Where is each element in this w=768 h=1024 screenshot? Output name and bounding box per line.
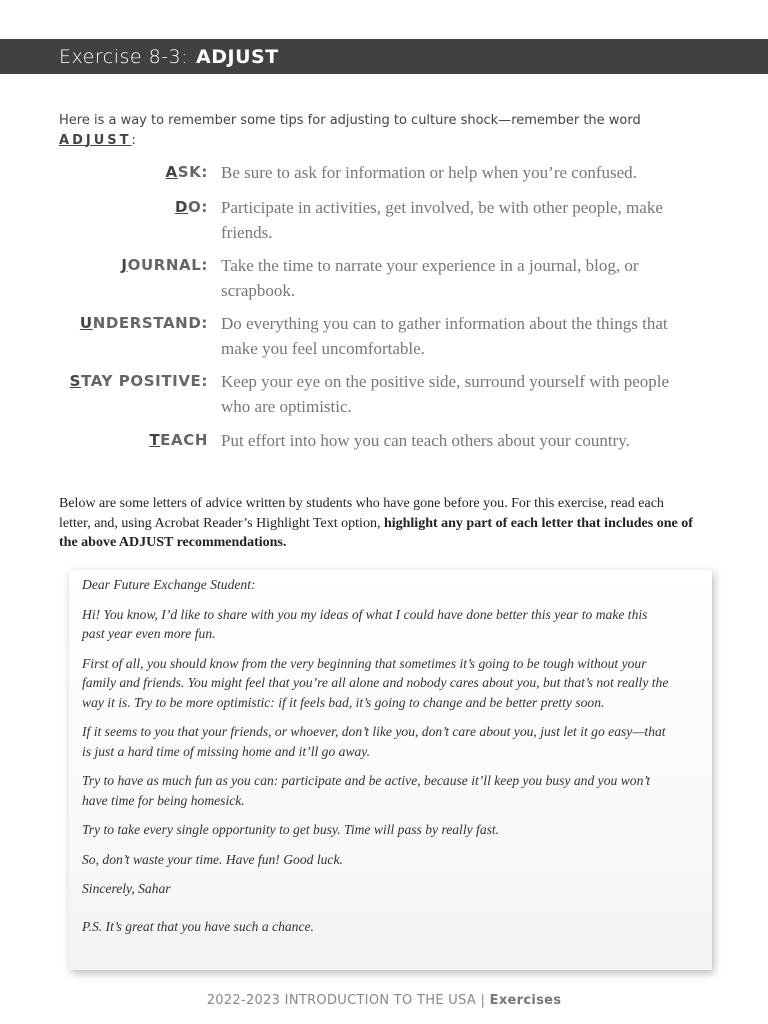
letter-paragraph[interactable]: Hi! You know, I’d like to share with you my ideas of what I could have done better this year to make this past year even more fun. xyxy=(82,606,648,641)
letter-paragraph[interactable]: So, don’t waste your time. Have fun! Good luck. xyxy=(82,851,343,867)
exercise-title xyxy=(59,46,279,68)
acronym-letter: J xyxy=(85,133,94,148)
tip-description: Do everything you can to gather information about the things that make you feel uncomfortable. xyxy=(221,314,668,358)
acronym-suffix: : xyxy=(131,133,136,148)
footer-section: Exercises xyxy=(489,993,562,1008)
tip-term xyxy=(80,314,208,332)
tip-description: Take the time to narrate your experience in a journal, blog, or scrapbook. xyxy=(221,256,639,300)
tip-term-rest: NDERSTAND: xyxy=(92,314,208,332)
tip-description: Be sure to ask for information or help when you’re confused. xyxy=(221,163,637,182)
letter-paragraph[interactable]: First of all, you should know from the very beginning that sometimes it’s going to be tough without your family and friends. You might feel that you’re all alone and nobody cares about you, but that’s not really the way it is. Try to be more optimistic: if it feels bad, it’s going to change and be better pretty soon. xyxy=(82,655,669,710)
acronym-letter: D xyxy=(72,133,86,148)
acronym-letter: U xyxy=(93,133,108,148)
exercise-name: ADJUST xyxy=(196,46,279,68)
intro-paragraph xyxy=(59,111,709,151)
tip-term xyxy=(70,372,208,390)
tip-description: Participate in activities, get involved, be with other people, make friends. xyxy=(221,198,663,242)
tip-term xyxy=(166,163,208,181)
tip-initial: A xyxy=(165,163,178,181)
letter-paragraph[interactable]: Try to have as much fun as you can: participate and be active, because it’ll keep you busy and you won’t have time for being homesick. xyxy=(82,773,651,808)
letter-body[interactable] xyxy=(82,575,672,946)
tip-term xyxy=(121,256,208,274)
letter-paragraph[interactable]: Try to take every single opportunity to get busy. Time will pass by really fast. xyxy=(82,822,500,837)
tip-initial: T xyxy=(149,431,161,449)
tip-description: Keep your eye on the positive side, surround yourself with people who are optimistic. xyxy=(221,372,670,416)
page-footer xyxy=(0,993,768,1008)
letter-signoff[interactable]: Sincerely, Sahar xyxy=(82,881,171,896)
tip-initial: S xyxy=(69,372,82,390)
exercise-header xyxy=(0,39,768,74)
tip-term-rest: EACH xyxy=(160,431,208,449)
advice-letter[interactable] xyxy=(69,570,712,970)
instructions-text: Below are some letters of advice written by students who have gone before you. For this exercise, read each letter, and, using Acrobat Reader’s Highlight Text option, xyxy=(59,496,664,531)
intro-text: Here is a way to remember some tips for adjusting to culture shock—remember the word xyxy=(59,113,641,128)
acronym-letter: A xyxy=(59,133,73,148)
tip-term-rest: O: xyxy=(188,198,208,216)
instructions-bold: highlight any part of each letter that includes one of the above ADJUST recommendations. xyxy=(59,515,693,550)
acronym-letter: T xyxy=(119,133,132,148)
exercise-instructions xyxy=(59,494,699,553)
letter-greeting[interactable]: Dear Future Exchange Student: xyxy=(82,577,256,592)
tip-term xyxy=(175,198,208,216)
tip-description: Put effort into how you can teach others about your country. xyxy=(221,431,630,450)
acronym xyxy=(59,133,132,148)
footer-text: 2022-2023 INTRODUCTION TO THE USA | xyxy=(206,993,486,1008)
letter-paragraph[interactable]: If it seems to you that your friends, or whoever, don’t like you, don’t care about you, just let it go easy—that is just a hard time of missing home and it’ll go away. xyxy=(82,724,666,759)
tip-initial: U xyxy=(79,314,93,332)
exercise-label: Exercise 8-3: xyxy=(59,46,189,68)
tip-term-rest: OURNAL: xyxy=(127,256,208,274)
letter-postscript[interactable]: P.S. It’s great that you have such a chance. xyxy=(82,918,314,934)
tip-term-rest: SK: xyxy=(177,163,208,181)
tip-term-rest: TAY POSITIVE: xyxy=(81,372,208,390)
tip-initial: D xyxy=(174,198,189,216)
acronym-letter: S xyxy=(107,133,120,148)
tip-initial: J xyxy=(121,256,128,274)
tip-term xyxy=(149,431,208,449)
